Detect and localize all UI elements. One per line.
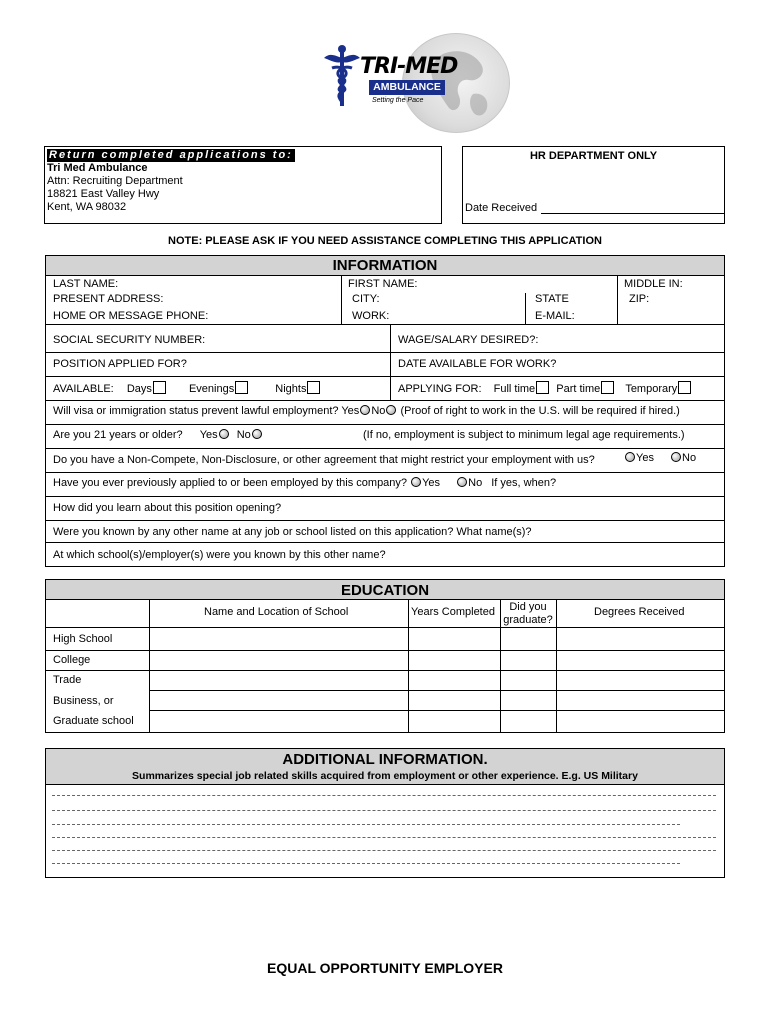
row-trade: Trade bbox=[53, 674, 82, 686]
caduceus-icon bbox=[322, 44, 362, 108]
zip-label[interactable]: ZIP: bbox=[629, 293, 650, 305]
state-label[interactable]: STATE bbox=[535, 293, 569, 305]
part-time-label: Part time bbox=[556, 383, 601, 395]
date-received-label: Date Received bbox=[465, 202, 538, 214]
noncompete-no-label: No bbox=[682, 452, 697, 464]
noncompete-yes-label: Yes bbox=[636, 452, 654, 464]
last-name-label[interactable]: LAST NAME: bbox=[53, 278, 119, 290]
additional-info-section bbox=[45, 748, 725, 878]
present-address-label[interactable]: PRESENT ADDRESS: bbox=[53, 293, 164, 305]
age-no-label: No bbox=[236, 429, 251, 441]
visa-no-label: No bbox=[371, 405, 386, 417]
visa-yes-label: Yes bbox=[341, 405, 360, 417]
learn-question[interactable]: How did you learn about this position opening? bbox=[53, 502, 282, 514]
assistance-note: NOTE: PLEASE ASK IF YOU NEED ASSISTANCE COMPLETING THIS APPLICATION bbox=[168, 235, 602, 247]
additional-info-title: ADDITIONAL INFORMATION. bbox=[282, 751, 488, 768]
hr-department-box bbox=[462, 146, 725, 224]
evenings-checkbox[interactable] bbox=[235, 381, 248, 394]
visa-row bbox=[53, 405, 680, 417]
additional-info-header bbox=[46, 749, 724, 785]
logo-wordmark: TRI-MED bbox=[360, 54, 458, 79]
additional-info-subtitle: Summarizes special job related skills acquired from employment or other experience. E.g. US Military bbox=[132, 770, 638, 782]
return-company: Tri Med Ambulance bbox=[47, 162, 148, 174]
available-label: AVAILABLE: bbox=[53, 383, 114, 395]
visa-note: (Proof of right to work in the U.S. will be required if hired.) bbox=[400, 405, 680, 417]
date-available-label[interactable]: DATE AVAILABLE FOR WORK? bbox=[398, 358, 557, 370]
email-label[interactable]: E-MAIL: bbox=[535, 310, 575, 322]
visa-question: Will visa or immigration status prevent lawful employment? bbox=[53, 405, 339, 417]
answer-line[interactable] bbox=[52, 795, 716, 796]
col-degrees: Degrees Received bbox=[594, 606, 685, 618]
full-time-checkbox[interactable] bbox=[536, 381, 549, 394]
answer-line[interactable] bbox=[52, 837, 716, 838]
nights-label: Nights bbox=[275, 383, 307, 395]
row-high-school: High School bbox=[53, 633, 113, 645]
days-label: Days bbox=[126, 383, 152, 395]
information-section bbox=[45, 276, 725, 567]
age-note: (If no, employment is subject to minimum legal age requirements.) bbox=[363, 429, 685, 441]
row-graduate-school: Graduate school bbox=[53, 715, 134, 727]
previous-no-radio[interactable] bbox=[457, 477, 467, 487]
previous-when[interactable]: If yes, when? bbox=[491, 477, 557, 489]
available-row bbox=[53, 381, 320, 395]
nights-checkbox[interactable] bbox=[307, 381, 320, 394]
return-heading: Return completed applications to: bbox=[49, 149, 293, 161]
answer-line[interactable] bbox=[52, 824, 680, 825]
answer-line[interactable] bbox=[52, 810, 716, 811]
full-time-label: Full time bbox=[493, 383, 536, 395]
city-label[interactable]: CITY: bbox=[352, 293, 380, 305]
education-section bbox=[45, 600, 725, 733]
applying-for-label: APPLYING FOR: bbox=[398, 383, 482, 395]
evenings-label: Evenings bbox=[188, 383, 235, 395]
row-business: Business, or bbox=[53, 695, 114, 707]
temporary-label: Temporary bbox=[625, 383, 678, 395]
logo-tagline: Setting the Pace bbox=[372, 97, 424, 104]
answer-line[interactable] bbox=[52, 850, 716, 851]
visa-no-radio[interactable] bbox=[386, 405, 396, 415]
ssn-label[interactable]: SOCIAL SECURITY NUMBER: bbox=[53, 334, 206, 346]
previous-yes-label: Yes bbox=[422, 477, 441, 489]
previous-yes-radio[interactable] bbox=[411, 477, 421, 487]
row-college: College bbox=[53, 654, 91, 666]
previous-no-label: No bbox=[468, 477, 483, 489]
age-yes-label: Yes bbox=[199, 429, 218, 441]
middle-initial-label[interactable]: MIDDLE IN: bbox=[624, 278, 683, 290]
part-time-checkbox[interactable] bbox=[601, 381, 614, 394]
col-years-completed: Years Completed bbox=[411, 606, 495, 618]
previous-row bbox=[53, 477, 556, 489]
age-row bbox=[53, 429, 263, 441]
other-name-school-question[interactable]: At which school(s)/employer(s) were you known by this other name? bbox=[53, 549, 386, 561]
information-header: INFORMATION bbox=[45, 255, 725, 276]
col-graduated-1: Did you bbox=[509, 601, 547, 613]
age-no-radio[interactable] bbox=[252, 429, 262, 439]
age-question: Are you 21 years or older? bbox=[53, 429, 183, 441]
home-phone-label[interactable]: HOME OR MESSAGE PHONE: bbox=[53, 310, 209, 322]
applying-for-row bbox=[398, 381, 691, 395]
date-received-field[interactable] bbox=[541, 213, 724, 214]
visa-yes-radio[interactable] bbox=[360, 405, 370, 415]
first-name-label[interactable]: FIRST NAME: bbox=[348, 278, 418, 290]
noncompete-options bbox=[624, 452, 696, 464]
work-phone-label[interactable]: WORK: bbox=[352, 310, 390, 322]
previous-question: Have you ever previously applied to or been employed by this company? bbox=[53, 477, 408, 489]
position-label[interactable]: POSITION APPLIED FOR? bbox=[53, 358, 187, 370]
return-address-box bbox=[44, 146, 442, 224]
hr-title: HR DEPARTMENT ONLY bbox=[529, 150, 658, 162]
col-graduated-2: graduate? bbox=[503, 614, 553, 626]
answer-line[interactable] bbox=[52, 863, 680, 864]
col-school-name: Name and Location of School bbox=[204, 606, 349, 618]
wage-label[interactable]: WAGE/SALARY DESIRED?: bbox=[398, 334, 539, 346]
education-header: EDUCATION bbox=[45, 579, 725, 600]
logo-subtitle: AMBULANCE bbox=[369, 80, 445, 95]
age-yes-radio[interactable] bbox=[219, 429, 229, 439]
return-attn: Attn: Recruiting Department bbox=[47, 175, 183, 187]
return-street: 18821 East Valley Hwy bbox=[47, 188, 160, 200]
noncompete-yes-radio[interactable] bbox=[625, 452, 635, 462]
noncompete-question: Do you have a Non-Compete, Non-Disclosure, or other agreement that might restrict your employment with us? bbox=[53, 454, 595, 466]
noncompete-no-radio[interactable] bbox=[671, 452, 681, 462]
days-checkbox[interactable] bbox=[153, 381, 166, 394]
temporary-checkbox[interactable] bbox=[678, 381, 691, 394]
other-name-question[interactable]: Were you known by any other name at any job or school listed on this application? What name(s)? bbox=[53, 526, 532, 538]
return-city: Kent, WA 98032 bbox=[47, 201, 127, 213]
equal-opportunity-footer: EQUAL OPPORTUNITY EMPLOYER bbox=[267, 960, 503, 976]
